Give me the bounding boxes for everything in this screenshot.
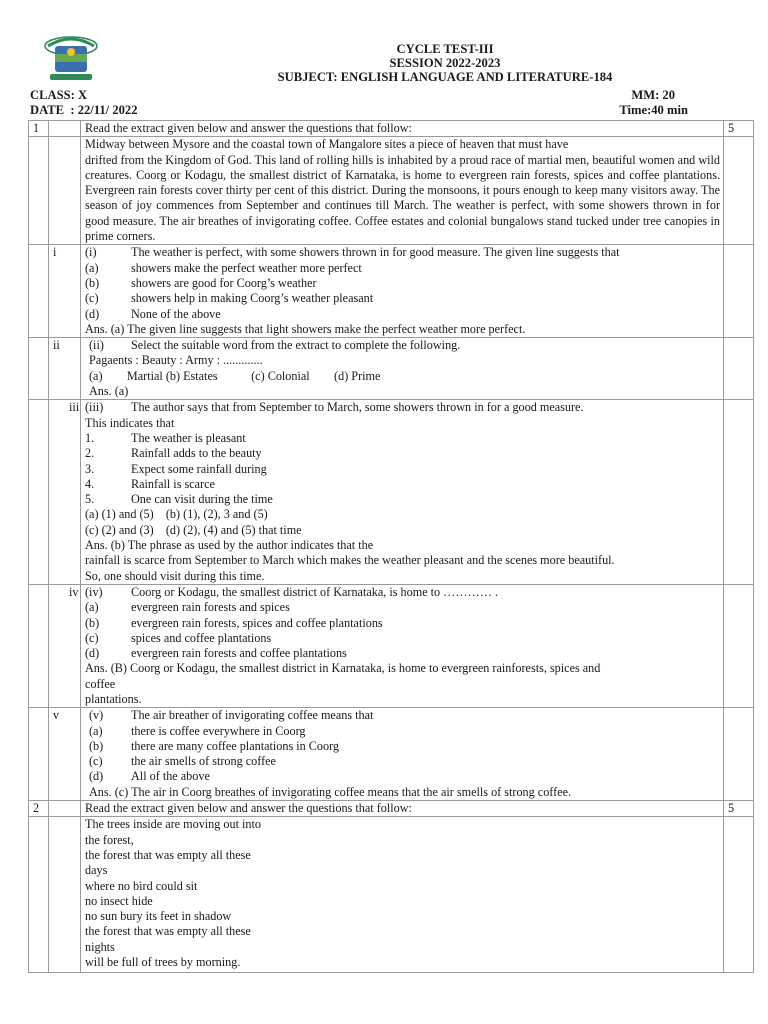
marks-time-block — [619, 88, 688, 118]
option: (c) the air smells of strong coffee — [89, 754, 276, 769]
option: (c) showers help in making Coorg’s weather pleasant — [85, 291, 374, 306]
option: (d) All of the above — [89, 769, 210, 784]
table-row — [29, 801, 754, 817]
exam-title-block — [220, 42, 670, 84]
analogy: Pagaents : Beauty : Army : ............. — [89, 353, 263, 368]
poem-line: the forest that was empty all these — [85, 847, 251, 862]
question-stem: (ii) Select the suitable word from the extract to complete the following. — [89, 338, 461, 353]
question-marks: 5 — [724, 801, 754, 817]
passage — [81, 137, 724, 245]
answer: Ans. (b) The phrase as used by the author indicates that the — [85, 538, 374, 553]
question-number: 2 — [29, 801, 49, 817]
subquestion-label: v — [49, 708, 81, 801]
poem-line: no sun bury its feet in shadow — [85, 909, 232, 924]
option: 1. The weather is pleasant — [85, 430, 246, 445]
question-table — [28, 120, 754, 973]
table-row — [29, 121, 754, 137]
subquestion-label: iii — [49, 400, 81, 585]
poem-line: nights — [85, 939, 115, 954]
max-marks-label: MM: 20 — [631, 88, 676, 102]
answer: Ans. (a) — [89, 384, 129, 399]
subquestion-i — [81, 245, 724, 338]
option: (a) evergreen rain forests and spices — [85, 600, 290, 615]
answer-continued: So, one should visit during this time. — [85, 568, 265, 583]
date-label: DATE : 22/11/ 2022 — [30, 103, 138, 117]
option: (d) None of the above — [85, 306, 221, 321]
question-stem: (i) The weather is perfect, with some showers thrown in for good measure. The given line suggests that — [85, 245, 620, 260]
poem-line: will be full of trees by morning. — [85, 955, 241, 970]
poem-line: no insect hide — [85, 893, 153, 908]
question-stem: (iii) The author says that from September to March, some showers thrown in for a good measure. — [85, 400, 584, 415]
school-logo-icon — [40, 32, 102, 84]
answer: Ans. (a) The given line suggests that light showers make the perfect weather more perfect. — [85, 321, 526, 336]
table-row — [29, 400, 754, 585]
exam-session: SESSION 2022-2023 — [389, 56, 501, 70]
time-label: Time:40 min — [619, 103, 688, 117]
poem-line: the forest, — [85, 832, 134, 847]
poem-line: the forest that was empty all these — [85, 924, 251, 939]
question-number: 1 — [29, 121, 49, 137]
subquestion-v — [81, 708, 724, 801]
option: (b) evergreen rain forests, spices and coffee plantations — [85, 615, 383, 630]
option: (d) evergreen rain forests and coffee plantations — [85, 646, 347, 661]
poem-line: where no bird could sit — [85, 878, 198, 893]
answer: Ans. (B) Coorg or Kodagu, the smallest district in Karnataka, is home to evergreen rainforests, spices and — [85, 661, 601, 676]
option: (a) there is coffee everywhere in Coorg — [89, 723, 306, 738]
options-line: (a) Martial (b) Estates (c) Colonial (d) Prime — [89, 368, 381, 383]
choices-line: (c) (2) and (3) (d) (2), (4) and (5) that time — [85, 522, 302, 537]
question-stem: (iv) Coorg or Kodagu, the smallest district of Karnataka, is home to ………… . — [85, 584, 499, 599]
option: 4. Rainfall is scarce — [85, 476, 215, 491]
exam-subject: SUBJECT: ENGLISH LANGUAGE AND LITERATURE-184 — [277, 70, 613, 84]
subquestion-label: i — [49, 245, 81, 338]
answer-continued: rainfall is scarce from September to March which makes the weather pleasant and the scenes more beautiful. — [85, 553, 615, 568]
table-row — [29, 584, 754, 707]
option: (a) showers make the perfect weather more perfect — [85, 260, 362, 275]
question-stem: (v) The air breather of invigorating coffee means that — [89, 708, 374, 723]
class-date-block — [30, 88, 138, 118]
table-row — [29, 817, 754, 973]
option: (b) there are many coffee plantations in Coorg — [89, 738, 340, 753]
subquestion-iv — [81, 584, 724, 707]
subquestion-ii — [81, 338, 724, 400]
table-row — [29, 245, 754, 338]
answer: Ans. (c) The air in Coorg breathes of invigorating coffee means that the air smells of strong coffee. — [89, 784, 572, 799]
subquestion-iii — [81, 400, 724, 585]
table-row — [29, 338, 754, 400]
option: (b) showers are good for Coorg’s weather — [85, 275, 317, 290]
passage-first-line: Midway between Mysore and the coastal town of Mangalore sites a piece of heaven that must have — [85, 137, 569, 152]
question-instruction: Read the extract given below and answer the questions that follow: — [81, 801, 724, 817]
poem-line: The trees inside are moving out into — [85, 817, 261, 832]
poem-line: days — [85, 863, 108, 878]
option: 2. Rainfall adds to the beauty — [85, 446, 262, 461]
poem-extract — [81, 817, 724, 973]
option: 5. One can visit during the time — [85, 492, 273, 507]
question-instruction: Read the extract given below and answer the questions that follow: — [81, 121, 724, 137]
subquestion-label: ii — [49, 338, 81, 400]
option: (c) spices and coffee plantations — [85, 630, 272, 645]
question-marks: 5 — [724, 121, 754, 137]
choices-line: (a) (1) and (5) (b) (1), (2), 3 and (5) — [85, 507, 268, 522]
passage-body: drifted from the Kingdom of God. This land of rolling hills is inhabited by a proud race of martial men, beautiful women and wild creatures. Coorg or Kodagu, the smallest district of Karnataka, is home to evergreen rain forests, spices and coffee plantations. Evergreen rain forests cover thirty per cent of this district. During the monsoons, it pours enough to keep many visitors away. The season of joy commences from September and continues till March. The weather is perfect, with some showers thrown in for good measure. The air breathes of invigorating coffee. Coffee estates and colonial bungalows stand tucked under tree canopies in prime corners. — [85, 152, 720, 244]
subquestion-label: iv — [49, 584, 81, 707]
exam-title: CYCLE TEST-III — [396, 42, 494, 56]
class-label: CLASS: X — [30, 88, 88, 102]
option: 3. Expect some rainfall during — [85, 461, 267, 476]
answer-continued: coffee — [85, 676, 116, 691]
table-row — [29, 708, 754, 801]
question-stem-2: This indicates that — [85, 415, 175, 430]
table-row — [29, 137, 754, 245]
answer-continued: plantations. — [85, 691, 142, 706]
